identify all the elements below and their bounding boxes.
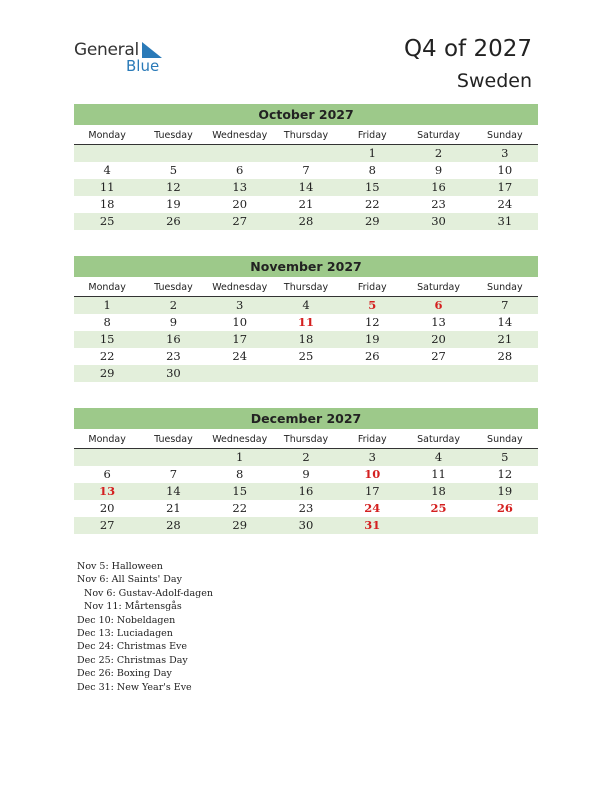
weekday-label: Saturday (417, 434, 460, 445)
day-cell (140, 145, 206, 162)
weekday-header-row (74, 127, 538, 145)
page-title: Q4 of 2027 (403, 36, 532, 62)
logo-text-general: General (74, 40, 139, 60)
day-cell: 10 (497, 163, 513, 177)
day-cell (405, 517, 471, 534)
day-cell: 13 (431, 315, 446, 329)
day-cell: 29 (232, 518, 248, 532)
day-cell: 17 (232, 332, 248, 346)
holiday-day-cell: 6 (434, 298, 443, 312)
day-cell: 7 (169, 467, 178, 481)
day-cell: 30 (166, 366, 181, 380)
day-cell: 3 (501, 146, 509, 160)
day-cell: 4 (434, 450, 443, 464)
day-cell: 7 (501, 298, 509, 312)
day-cell: 29 (99, 366, 115, 380)
logo-triangle-icon (142, 42, 162, 58)
logo-text-blue: Blue (126, 57, 160, 75)
day-cell: 12 (364, 315, 380, 329)
day-cell (273, 145, 339, 162)
holiday-item: Dec 25: Christmas Day (77, 654, 188, 666)
week-row (74, 179, 538, 196)
holiday-day-cell: 26 (496, 501, 513, 515)
week-row (74, 466, 538, 483)
weekday-header-row (74, 431, 538, 449)
day-cell: 12 (166, 180, 181, 194)
weekday-label: Wednesday (212, 130, 268, 141)
day-cell: 16 (166, 332, 181, 346)
day-cell: 8 (236, 467, 244, 481)
day-cell: 16 (298, 484, 314, 498)
day-cell: 10 (232, 315, 248, 329)
day-cell: 13 (232, 180, 248, 194)
week-row (74, 483, 538, 500)
holiday-item: Dec 10: Nobeldagen (77, 614, 176, 626)
week-row (74, 297, 538, 314)
day-cell (273, 365, 339, 382)
weekday-label: Thursday (283, 434, 329, 445)
month-calendar (74, 256, 538, 382)
day-cell: 18 (99, 197, 115, 211)
day-cell: 27 (232, 214, 248, 228)
day-cell: 19 (166, 197, 181, 211)
week-row (74, 348, 538, 365)
weekday-label: Monday (88, 434, 126, 445)
day-cell: 20 (232, 197, 248, 211)
day-cell: 23 (298, 501, 314, 515)
day-cell: 27 (99, 518, 115, 532)
day-cell: 4 (302, 298, 310, 312)
week-row (74, 500, 538, 517)
day-cell: 1 (368, 146, 376, 160)
weekday-label: Wednesday (212, 434, 268, 445)
day-cell: 17 (364, 484, 380, 498)
holiday-day-cell: 10 (364, 467, 381, 481)
weekday-label: Friday (357, 282, 387, 293)
day-cell: 21 (497, 332, 513, 346)
day-cell: 23 (431, 197, 446, 211)
month-calendar (74, 104, 538, 230)
day-cell: 22 (99, 349, 115, 363)
day-cell: 25 (298, 349, 314, 363)
week-row (74, 162, 538, 179)
week-row (74, 517, 538, 534)
day-cell: 5 (501, 450, 509, 464)
holiday-item: Nov 6: Gustav-Adolf-dagen (84, 587, 213, 599)
country-name: Sweden (456, 70, 532, 92)
day-cell: 3 (368, 450, 376, 464)
holiday-item: Dec 26: Boxing Day (77, 668, 172, 680)
weekday-label: Saturday (417, 282, 460, 293)
month-calendar (74, 408, 538, 534)
day-cell: 22 (364, 197, 380, 211)
holiday-day-cell: 11 (297, 315, 314, 329)
holiday-list (77, 560, 213, 694)
day-cell: 6 (103, 467, 111, 481)
day-cell: 30 (431, 214, 446, 228)
day-cell: 14 (166, 484, 181, 498)
weekday-label: Friday (357, 130, 387, 141)
week-row (74, 145, 538, 162)
day-cell: 1 (236, 450, 244, 464)
day-cell: 30 (298, 518, 314, 532)
day-cell: 12 (497, 467, 513, 481)
holiday-item: Dec 24: Christmas Eve (77, 641, 188, 653)
holiday-day-cell: 25 (430, 501, 447, 515)
week-row (74, 449, 538, 466)
day-cell: 4 (103, 163, 111, 177)
day-cell: 15 (232, 484, 248, 498)
day-cell: 5 (169, 163, 178, 177)
day-cell: 2 (169, 298, 178, 312)
day-cell: 31 (497, 214, 513, 228)
weekday-label: Thursday (283, 282, 329, 293)
holiday-item: Nov 6: All Saints' Day (77, 574, 182, 586)
day-cell: 9 (302, 467, 310, 481)
day-cell (207, 365, 273, 382)
weekday-label: Saturday (417, 130, 460, 141)
week-row (74, 365, 538, 382)
day-cell (339, 365, 405, 382)
day-cell: 24 (497, 197, 513, 211)
day-cell: 15 (99, 332, 115, 346)
day-cell: 29 (364, 214, 380, 228)
day-cell (207, 145, 273, 162)
day-cell: 19 (364, 332, 380, 346)
day-cell: 2 (302, 450, 310, 464)
day-cell: 17 (497, 180, 513, 194)
holiday-day-cell: 24 (364, 501, 381, 515)
week-row (74, 331, 538, 348)
month-title: October 2027 (74, 104, 538, 125)
day-cell: 28 (298, 214, 314, 228)
day-cell: 8 (103, 315, 111, 329)
weekday-label: Sunday (487, 130, 523, 141)
month-title: December 2027 (74, 408, 538, 429)
day-cell: 7 (302, 163, 310, 177)
holiday-item: Nov 5: Halloween (77, 561, 163, 572)
day-cell: 9 (169, 315, 178, 329)
day-cell: 23 (166, 349, 181, 363)
holiday-item: Dec 13: Luciadagen (77, 628, 173, 640)
week-row (74, 196, 538, 213)
day-cell: 9 (434, 163, 443, 177)
day-cell: 18 (298, 332, 314, 346)
day-cell: 15 (364, 180, 380, 194)
day-cell (140, 449, 206, 466)
day-cell: 11 (99, 180, 115, 194)
weekday-header-row (74, 279, 538, 297)
weekday-label: Friday (357, 434, 387, 445)
weekday-label: Tuesday (154, 130, 193, 141)
day-cell: 2 (434, 146, 443, 160)
day-cell: 11 (431, 467, 446, 481)
weekday-label: Monday (88, 130, 126, 141)
day-cell (472, 517, 538, 534)
day-cell: 19 (497, 484, 513, 498)
holiday-day-cell: 31 (364, 518, 381, 532)
day-cell: 28 (497, 349, 513, 363)
day-cell: 24 (232, 349, 248, 363)
day-cell: 1 (103, 298, 111, 312)
weekday-label: Monday (88, 282, 126, 293)
week-row (74, 213, 538, 230)
holiday-item: Nov 11: Mårtensgås (84, 601, 182, 613)
weekday-label: Tuesday (154, 434, 193, 445)
holiday-day-cell: 5 (368, 298, 377, 312)
weekday-label: Thursday (283, 130, 329, 141)
day-cell: 26 (166, 214, 181, 228)
day-cell: 28 (166, 518, 181, 532)
month-title: November 2027 (74, 256, 538, 277)
generalblue-logo (74, 40, 174, 80)
day-cell: 20 (431, 332, 446, 346)
day-cell: 3 (236, 298, 244, 312)
day-cell: 27 (431, 349, 446, 363)
day-cell: 14 (497, 315, 513, 329)
holiday-day-cell: 13 (99, 484, 116, 498)
day-cell: 8 (368, 163, 376, 177)
day-cell (74, 145, 140, 162)
day-cell: 22 (232, 501, 248, 515)
weekday-label: Wednesday (212, 282, 268, 293)
day-cell: 6 (236, 163, 244, 177)
weekday-label: Sunday (487, 282, 523, 293)
holiday-item: Dec 31: New Year's Eve (77, 681, 192, 693)
weekday-label: Sunday (487, 434, 523, 445)
day-cell (472, 365, 538, 382)
day-cell: 14 (298, 180, 314, 194)
day-cell: 18 (431, 484, 446, 498)
day-cell: 21 (166, 501, 181, 515)
week-row (74, 314, 538, 331)
day-cell: 25 (99, 214, 115, 228)
day-cell: 16 (431, 180, 446, 194)
day-cell: 20 (99, 501, 115, 515)
day-cell: 26 (364, 349, 380, 363)
day-cell (74, 449, 140, 466)
day-cell (405, 365, 471, 382)
weekday-label: Tuesday (154, 282, 193, 293)
day-cell: 21 (298, 197, 314, 211)
